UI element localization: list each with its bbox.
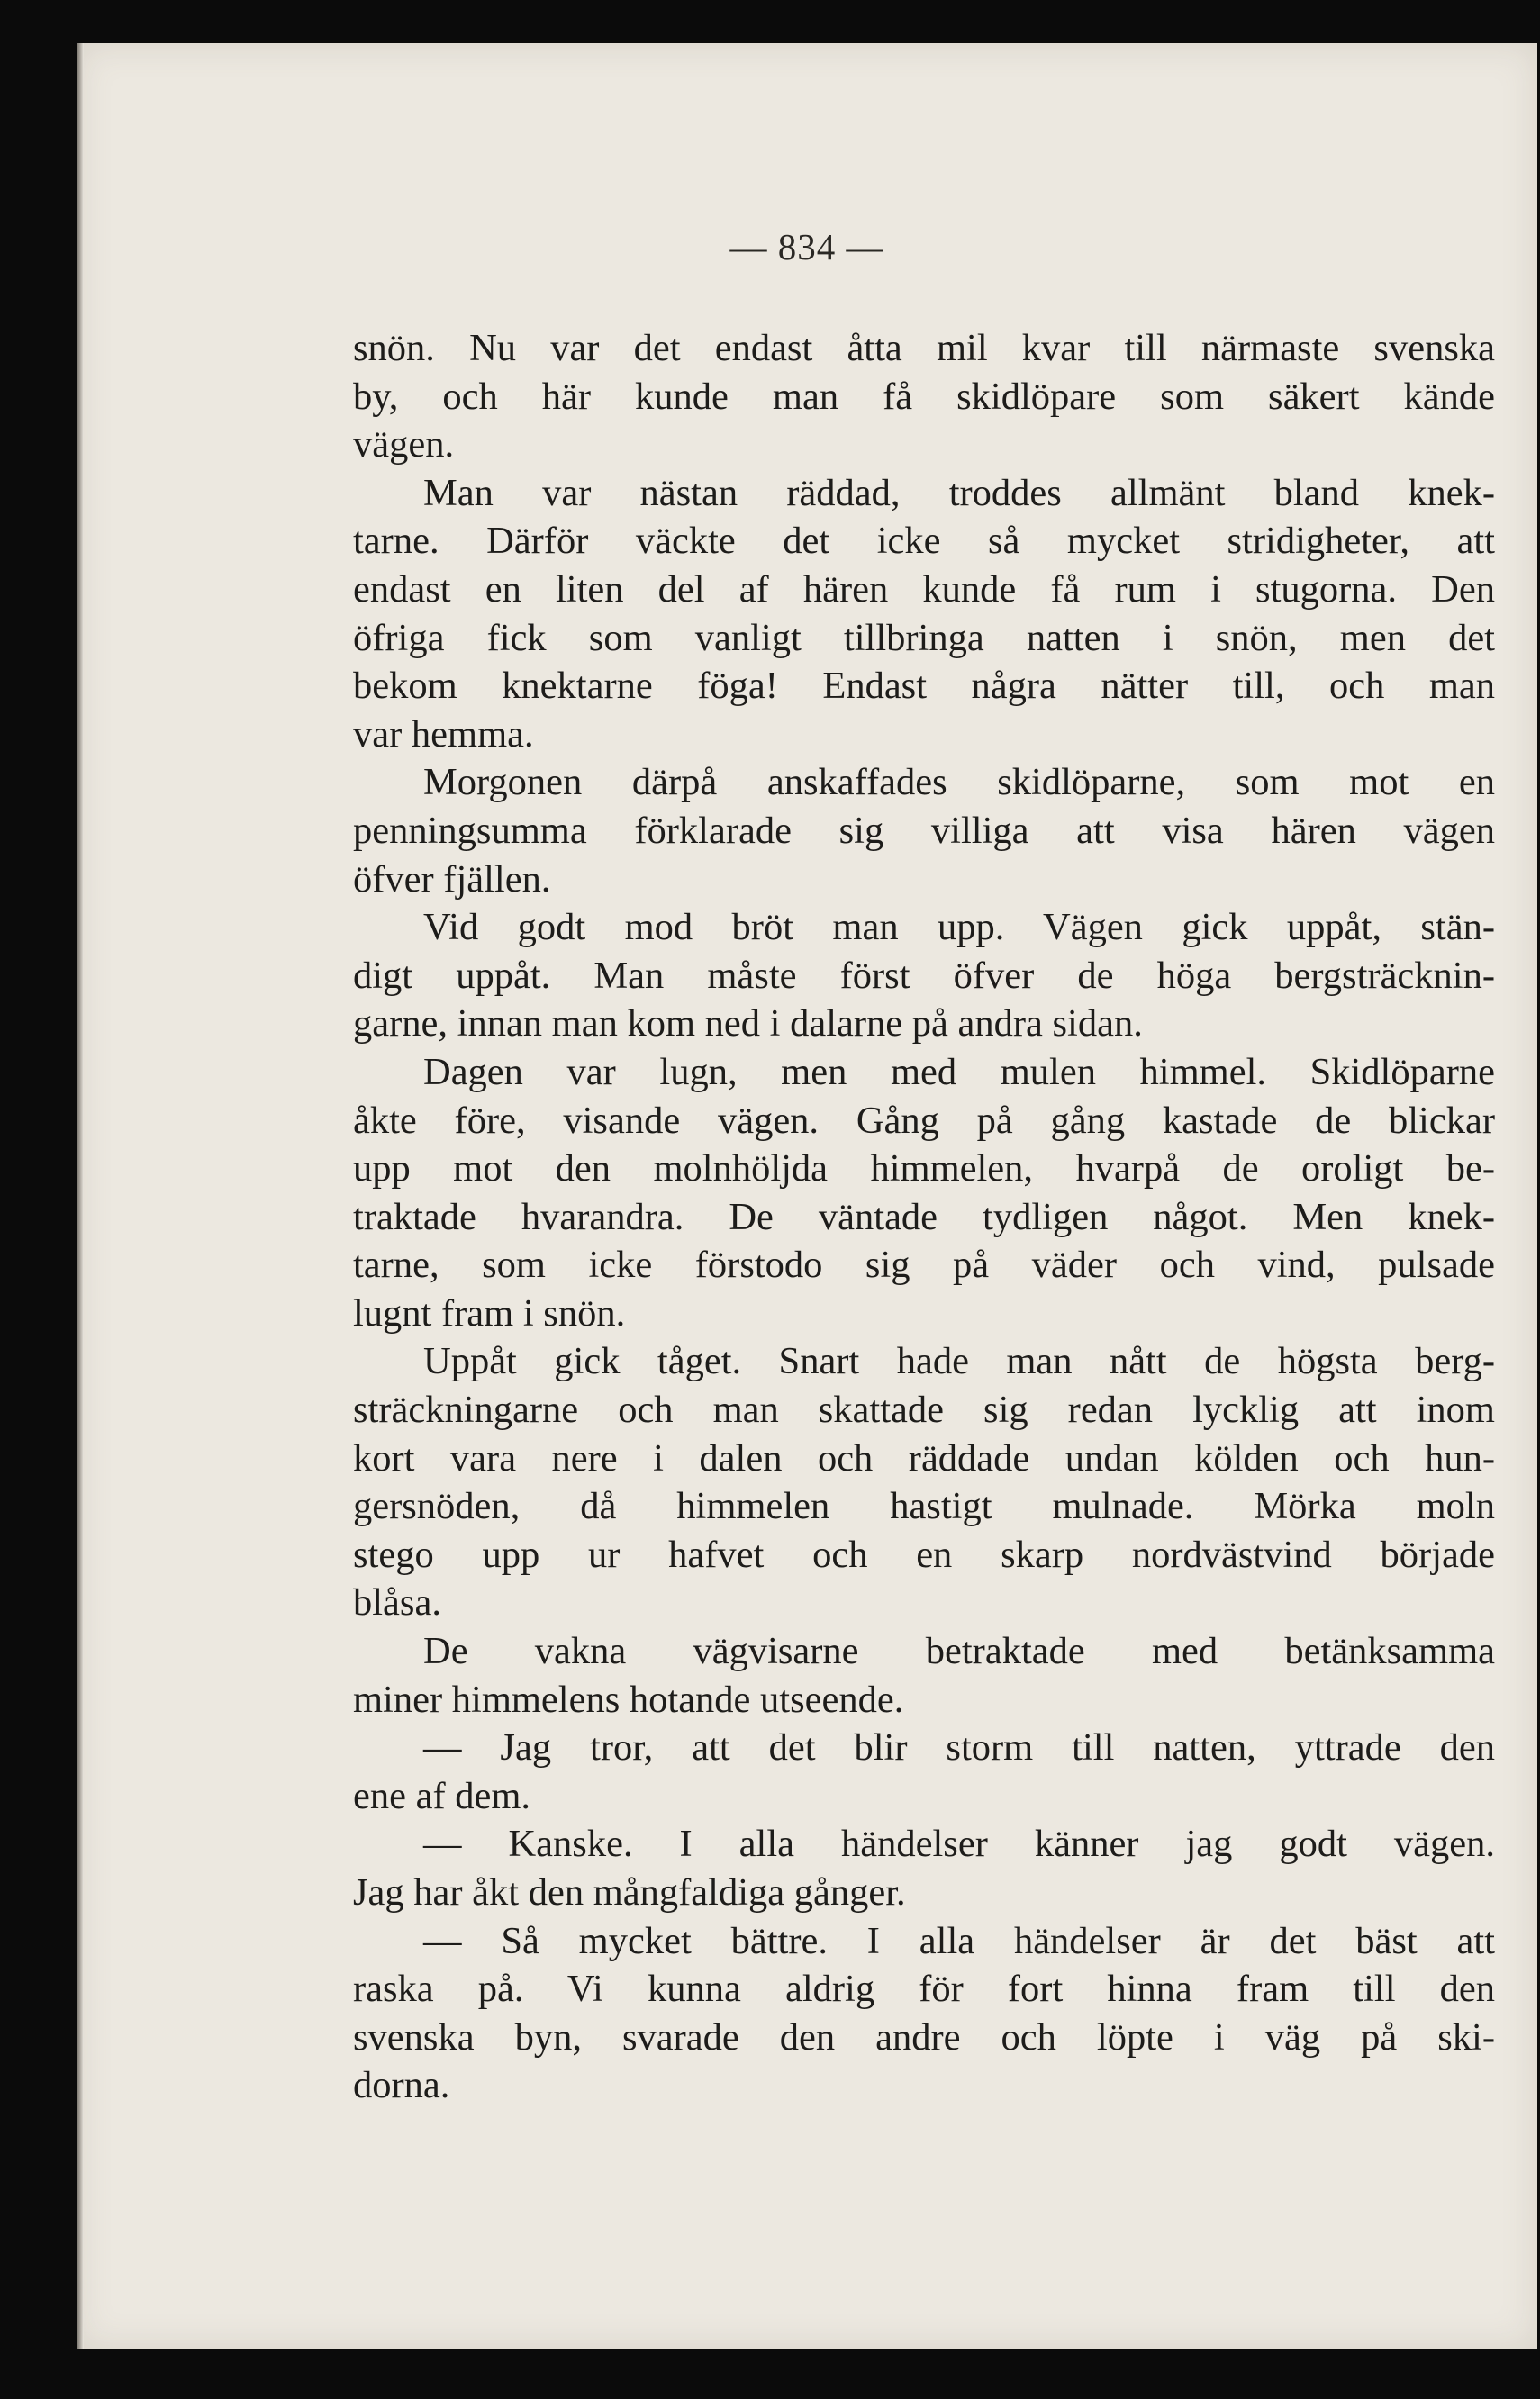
text-line: Vid godt mod bröt man upp. Vägen gick uppåt, stän- — [423, 906, 1495, 949]
text-line: penningsumma förklarade sig villiga att visa hären vägen — [353, 809, 1495, 852]
text-line: Man var nästan räddad, troddes allmänt bland knek- — [423, 471, 1495, 514]
text-line: snön. Nu var det endast åtta mil kvar till närmaste svenska — [353, 327, 1495, 369]
text-line: digt uppåt. Man måste först öfver de höga bergsträcknin- — [353, 954, 1495, 997]
text-line: De vakna vägvisarne betraktade med betänksamma — [423, 1630, 1495, 1673]
text-line: öfriga fick som vanligt tillbringa natten i snön, men det — [353, 616, 1495, 659]
body-text — [353, 324, 1495, 2110]
text-line: tarne. Därför väckte det icke så mycket stridigheter, att — [353, 520, 1495, 563]
page-sheet — [77, 43, 1537, 2349]
text-line: ene af dem. — [353, 1774, 531, 1817]
text-line: dorna. — [353, 2064, 450, 2107]
text-line: — Så mycket bättre. I alla händelser är det bäst att — [423, 1919, 1495, 1962]
text-line: — Jag tror, att det blir storm till natten, yttrade den — [423, 1726, 1495, 1770]
text-line: miner himmelens hotande utseende. — [353, 1678, 904, 1721]
text-line: öfver fjällen. — [353, 857, 551, 901]
text-line: tarne, som icke förstodo sig på väder och vind, pulsade — [353, 1244, 1495, 1287]
text-line: lugnt fram i snön. — [353, 1291, 626, 1335]
text-line: raska på. Vi kunna aldrig för fort hinna fram till den — [353, 1968, 1495, 2011]
text-line: by, och här kunde man få skidlöpare som säkert kände — [353, 375, 1495, 418]
text-line: upp mot den molnhöljda himmelen, hvarpå de oroligt be- — [353, 1147, 1495, 1190]
text-line: var hemma. — [353, 712, 534, 756]
page-number: — 834 — — [729, 226, 884, 267]
text-line: kort vara nere i dalen och räddade undan kölden och hun- — [353, 1436, 1495, 1480]
text-line: vägen. — [353, 423, 455, 466]
text-line: svenska byn, svarade den andre och löpte i väg på ski- — [353, 2015, 1495, 2059]
text-line: endast en liten del af hären kunde få rum i stugorna. Den — [353, 567, 1495, 611]
text-line: Dagen var lugn, men med mulen himmel. Skidlöparne — [423, 1050, 1495, 1093]
text-line: Morgonen därpå anskaffades skidlöparne, som mot en — [423, 761, 1495, 804]
text-line: sträckningarne och man skattade sig redan lycklig att inom — [353, 1389, 1495, 1432]
text-line: bekom knektarne föga! Endast några nätter till, och man — [353, 665, 1495, 708]
text-line: Jag har åkt den mångfaldiga gånger. — [353, 1871, 906, 1914]
text-line: gersnöden, då himmelen hastigt mulnade. Mörka moln — [353, 1485, 1495, 1528]
text-line: Uppåt gick tåget. Snart hade man nått de högsta berg- — [423, 1340, 1495, 1383]
text-line: traktade hvarandra. De väntade tydligen något. Men knek- — [353, 1195, 1495, 1238]
text-line: blåsa. — [353, 1581, 441, 1625]
text-line: garne, innan man kom ned i dalarne på andra sidan. — [353, 1002, 1143, 1046]
page-edge-shadow — [77, 43, 84, 2349]
text-line: — Kanske. I alla händelser känner jag godt vägen. — [423, 1823, 1495, 1866]
text-line: stego upp ur hafvet och en skarp nordvästvind började — [353, 1533, 1495, 1576]
text-line: åkte före, visande vägen. Gång på gång kastade de blickar — [353, 1099, 1495, 1142]
